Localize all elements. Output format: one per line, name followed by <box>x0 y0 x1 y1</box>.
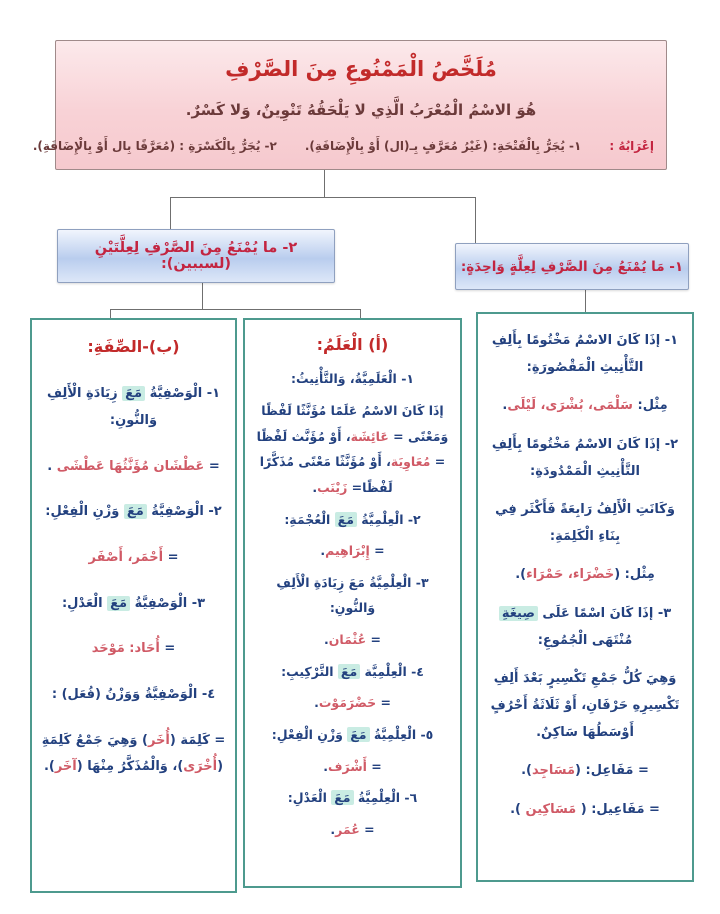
column-proper-noun <box>243 318 462 888</box>
text-segment: ٢- إذَا كَانَ الاسْمُ مَخْتُومًا بِأَلِفِ التَّأْنِيثِ الْمَمْدُودَةِ: <box>491 436 679 479</box>
text-segment: التَّرْكِيبِ: <box>281 663 338 679</box>
column-adjective <box>30 318 237 893</box>
text-segment: ) وَهِيَ جَمْعُ كَلِمَةِ ( <box>41 732 224 775</box>
text-segment: . <box>502 398 508 414</box>
page-title: مُلَخَّصُ الْمَمْنُوعِ مِنَ الصَّرْفِ <box>225 57 497 81</box>
text-segment: . <box>314 695 319 711</box>
text-segment: ٢- الْوَصْفِيَّةُ <box>146 504 222 520</box>
text-segment: مُعَاوِيَة <box>390 454 431 470</box>
list-item <box>254 570 451 621</box>
text-segment: = <box>163 549 179 565</box>
text-segment: ٦- الْعِلْمِيَّةُ <box>353 790 418 806</box>
list-item <box>502 393 667 420</box>
summary-header-box <box>32 40 667 170</box>
text-segment: ١- الْعَلَمِيَّةُ، وَالتَّأْنِيثُ: <box>290 371 415 387</box>
connector-line <box>202 283 203 309</box>
text-segment: أُخَر <box>147 732 170 748</box>
text-segment: ). <box>43 759 55 775</box>
text-segment: = <box>376 695 391 711</box>
list-item <box>320 538 384 564</box>
text-segment: مِثْل: <box>632 398 668 414</box>
list-item <box>284 507 420 533</box>
text-segment: حَضْرَمَوْت <box>318 695 377 711</box>
branch-two-causes-label: ٢- ما يُمْنَعُ مِنَ الصَّرْفِ لِعِلَّتَيْنِ (لسببين): <box>94 240 298 272</box>
text-segment: مَسَاجِد <box>532 763 576 779</box>
text-segment: أَشْرَف <box>328 758 367 774</box>
text-segment: ). <box>521 763 532 779</box>
list-item <box>254 398 451 501</box>
text-segment: عَطْشَان مُؤَنَّثُهَا عَطْشَى <box>56 458 205 474</box>
list-item <box>487 666 683 746</box>
text-segment: ). <box>515 567 527 583</box>
text-segment: زِيَادَةِ الْأَلِفِ وَالنُّونِ: <box>46 386 158 429</box>
text-segment: عُثْمَان <box>328 632 367 648</box>
text-segment: مَعَ <box>124 504 147 519</box>
list-item <box>272 722 434 748</box>
list-item <box>92 636 176 663</box>
text-segment: ، أَوْ مُؤَنَّثًا مَعْنًى مُذَكَّرًا لَفْظًا= <box>259 454 393 495</box>
list-item <box>291 366 414 392</box>
list-item <box>330 817 374 843</box>
text-segment: ١- الْوَصْفِيَّةُ <box>145 386 221 402</box>
text-segment: = <box>369 543 385 559</box>
text-segment: . <box>323 758 329 774</box>
text-segment: . <box>47 458 57 474</box>
list-item <box>39 381 228 434</box>
text-segment: ٣- إذَا كَانَ اسْمًا عَلَى <box>537 606 672 622</box>
list-item <box>62 591 205 618</box>
text-segment: ). <box>510 801 526 817</box>
text-segment: ٥- الْعِلْمِيَّةُ <box>369 726 434 742</box>
text-segment: مَعَ <box>107 596 130 611</box>
text-segment: مَعَ <box>347 727 369 742</box>
text-segment: مَعَ <box>335 512 357 527</box>
text-segment: مُنْتَهَى الْجُمُوعِ: <box>537 632 633 648</box>
text-segment: = <box>359 821 375 837</box>
text-segment: وَكَانَتِ الْأَلِفُ رَابِعَةً فَأَكْثَر فِي بِنَاءِ الْكَلِمَةِ: <box>495 502 675 544</box>
text-segment: أَحْمَر، أَصْفَر <box>88 549 164 565</box>
text-segment: مَسَاكِين <box>525 801 577 817</box>
text-segment: وَزْنِ الْفِعْلِ: <box>45 504 124 520</box>
list-item <box>487 601 683 654</box>
text-segment: ، أَوْ مُؤَنَّث لَفْظًا = <box>256 428 446 470</box>
text-segment: مِثْل: ( <box>614 567 655 583</box>
text-segment: . <box>312 479 318 495</box>
text-segment: الْعَدْلِ: <box>61 595 108 611</box>
connector-line <box>585 290 586 313</box>
connector-line <box>110 309 360 310</box>
text-segment: = <box>204 458 220 474</box>
text-segment: = مَفَاعِيل: ( <box>576 801 660 817</box>
list-item <box>487 432 683 485</box>
text-segment: آخَر <box>54 759 77 775</box>
branch-one-cause <box>455 243 689 290</box>
branch-one-cause-label: ١- مَا يُمْنَعُ مِنَ الصَّرْفِ لِعِلَّةٍ وَاحِدَةٍ: <box>460 258 684 275</box>
text-segment: ٤- الْعِلْمِيَّة <box>360 663 424 679</box>
list-item <box>521 758 649 785</box>
text-segment: = <box>366 632 381 648</box>
irab-label: إعْرَابُهُ : <box>609 139 654 153</box>
list-item <box>45 499 221 526</box>
text-segment: . <box>330 821 336 837</box>
list-item <box>515 562 655 589</box>
text-segment: وَهِيَ كُلُّ جَمْعِ تَكْسِيرٍ بَعْدَ أَلِفِ تَكْسِيرِهِ حَرْفَانِ، أَوْ ثَلَاثَةُ أَحْرُفٍ أَوْسَطُهَا سَاكِنٌ. <box>490 671 680 740</box>
text-segment: ٤- الْوَصْفِيَّةُ وَوَزْنُ (فُعَل) : <box>51 686 216 702</box>
connector-line <box>324 170 325 197</box>
text-segment: . <box>324 632 329 648</box>
text-segment: )، وَالْمُذَكَّرُ مِنْهَا ( <box>76 759 184 775</box>
text-segment: ٣- الْعِلْمِيَّةُ مَعَ زِيَادَةِ الْأَلِفِ وَالنُّونِ: <box>276 574 429 616</box>
definition-text: هُوَ الاسْمُ الْمُعْرَبُ الَّذِي لا يَلْحَقُهُ تَنْوِينٌ، وَلا كَسْرٌ. <box>185 101 537 119</box>
text-segment: ١- إذَا كَانَ الاسْمُ مَخْتُومًا بِأَلِفِ التَّأْنِيثِ الْمَقْصُورَةِ: <box>491 333 679 375</box>
text-segment: إذَا كَانَ الاسْمُ عَلَمًا مُؤَنَّثًا لَفْظًا وَمَعْنًى = <box>261 403 449 444</box>
text-segment: إِبْرَاهِيم <box>325 543 370 559</box>
list-item <box>52 682 215 709</box>
connector-line <box>170 197 171 229</box>
connector-line <box>475 197 476 243</box>
branch-two-causes <box>57 229 335 283</box>
text-segment: = <box>159 641 176 657</box>
text-segment: = <box>366 758 382 774</box>
list-item <box>89 545 179 572</box>
list-item <box>487 328 683 381</box>
irab-rule-1: ١- يُجَرُّ بِالْفَتْحَةِ: (غَيْرُ مُعَرَّفٍ بِـ(ال) أَوْ بِالْإِضَافَةِ). <box>304 139 582 153</box>
list-item <box>323 754 381 780</box>
text-segment: ٣- الْوَصْفِيَّةُ <box>130 595 206 611</box>
text-segment: مَعَ <box>331 790 353 805</box>
text-segment: الْعَدْلِ: <box>287 790 332 806</box>
list-item <box>314 690 391 716</box>
list-item <box>487 497 683 550</box>
text-segment: أُخْرَى <box>183 759 218 775</box>
text-segment: عُمَر <box>335 821 360 837</box>
text-segment: سَلْمَى، بُشْرَى، لَيْلَى <box>507 398 633 414</box>
connector-line <box>170 197 476 198</box>
text-segment: = مَفَاعِل: ( <box>575 763 649 779</box>
adjective-header: (ب)-الصِّفَةِ: <box>87 337 180 356</box>
text-segment: خَضْرَاء، حَمْرَاء <box>526 567 615 583</box>
text-segment: زَيْنَب <box>317 479 348 495</box>
text-segment: . <box>320 543 326 559</box>
text-segment: مَعَ <box>338 664 360 679</box>
text-segment: صِيغَةِ <box>499 606 538 621</box>
proper-noun-header: (أ) الْعَلَمُ: <box>316 335 389 354</box>
text-segment: مَعَ <box>122 386 145 401</box>
list-item <box>39 728 228 781</box>
text-segment: أُحَاد: مَوْحَد <box>91 641 160 657</box>
list-item <box>47 454 219 481</box>
list-item <box>281 659 424 685</box>
column-one-cause <box>476 312 694 882</box>
text-segment: وَزْنِ الْفِعْلِ: <box>271 726 348 742</box>
list-item <box>510 797 660 824</box>
text-segment: = كَلِمَة ( <box>169 732 226 748</box>
text-segment: ٢- الْعِلْمِيَّةُ <box>356 511 421 527</box>
list-item <box>324 627 381 653</box>
list-item <box>288 785 417 811</box>
irab-rule-2: ٢- يُجَرُّ بِالْكَسْرَةِ : (مُعَرَّفًا بِال أَوْ بِالْإِضَافَةِ). <box>32 139 277 153</box>
text-segment: الْعُجْمَةِ: <box>284 511 335 527</box>
irab-line <box>32 139 654 153</box>
text-segment: عَائِشَة <box>350 428 389 444</box>
